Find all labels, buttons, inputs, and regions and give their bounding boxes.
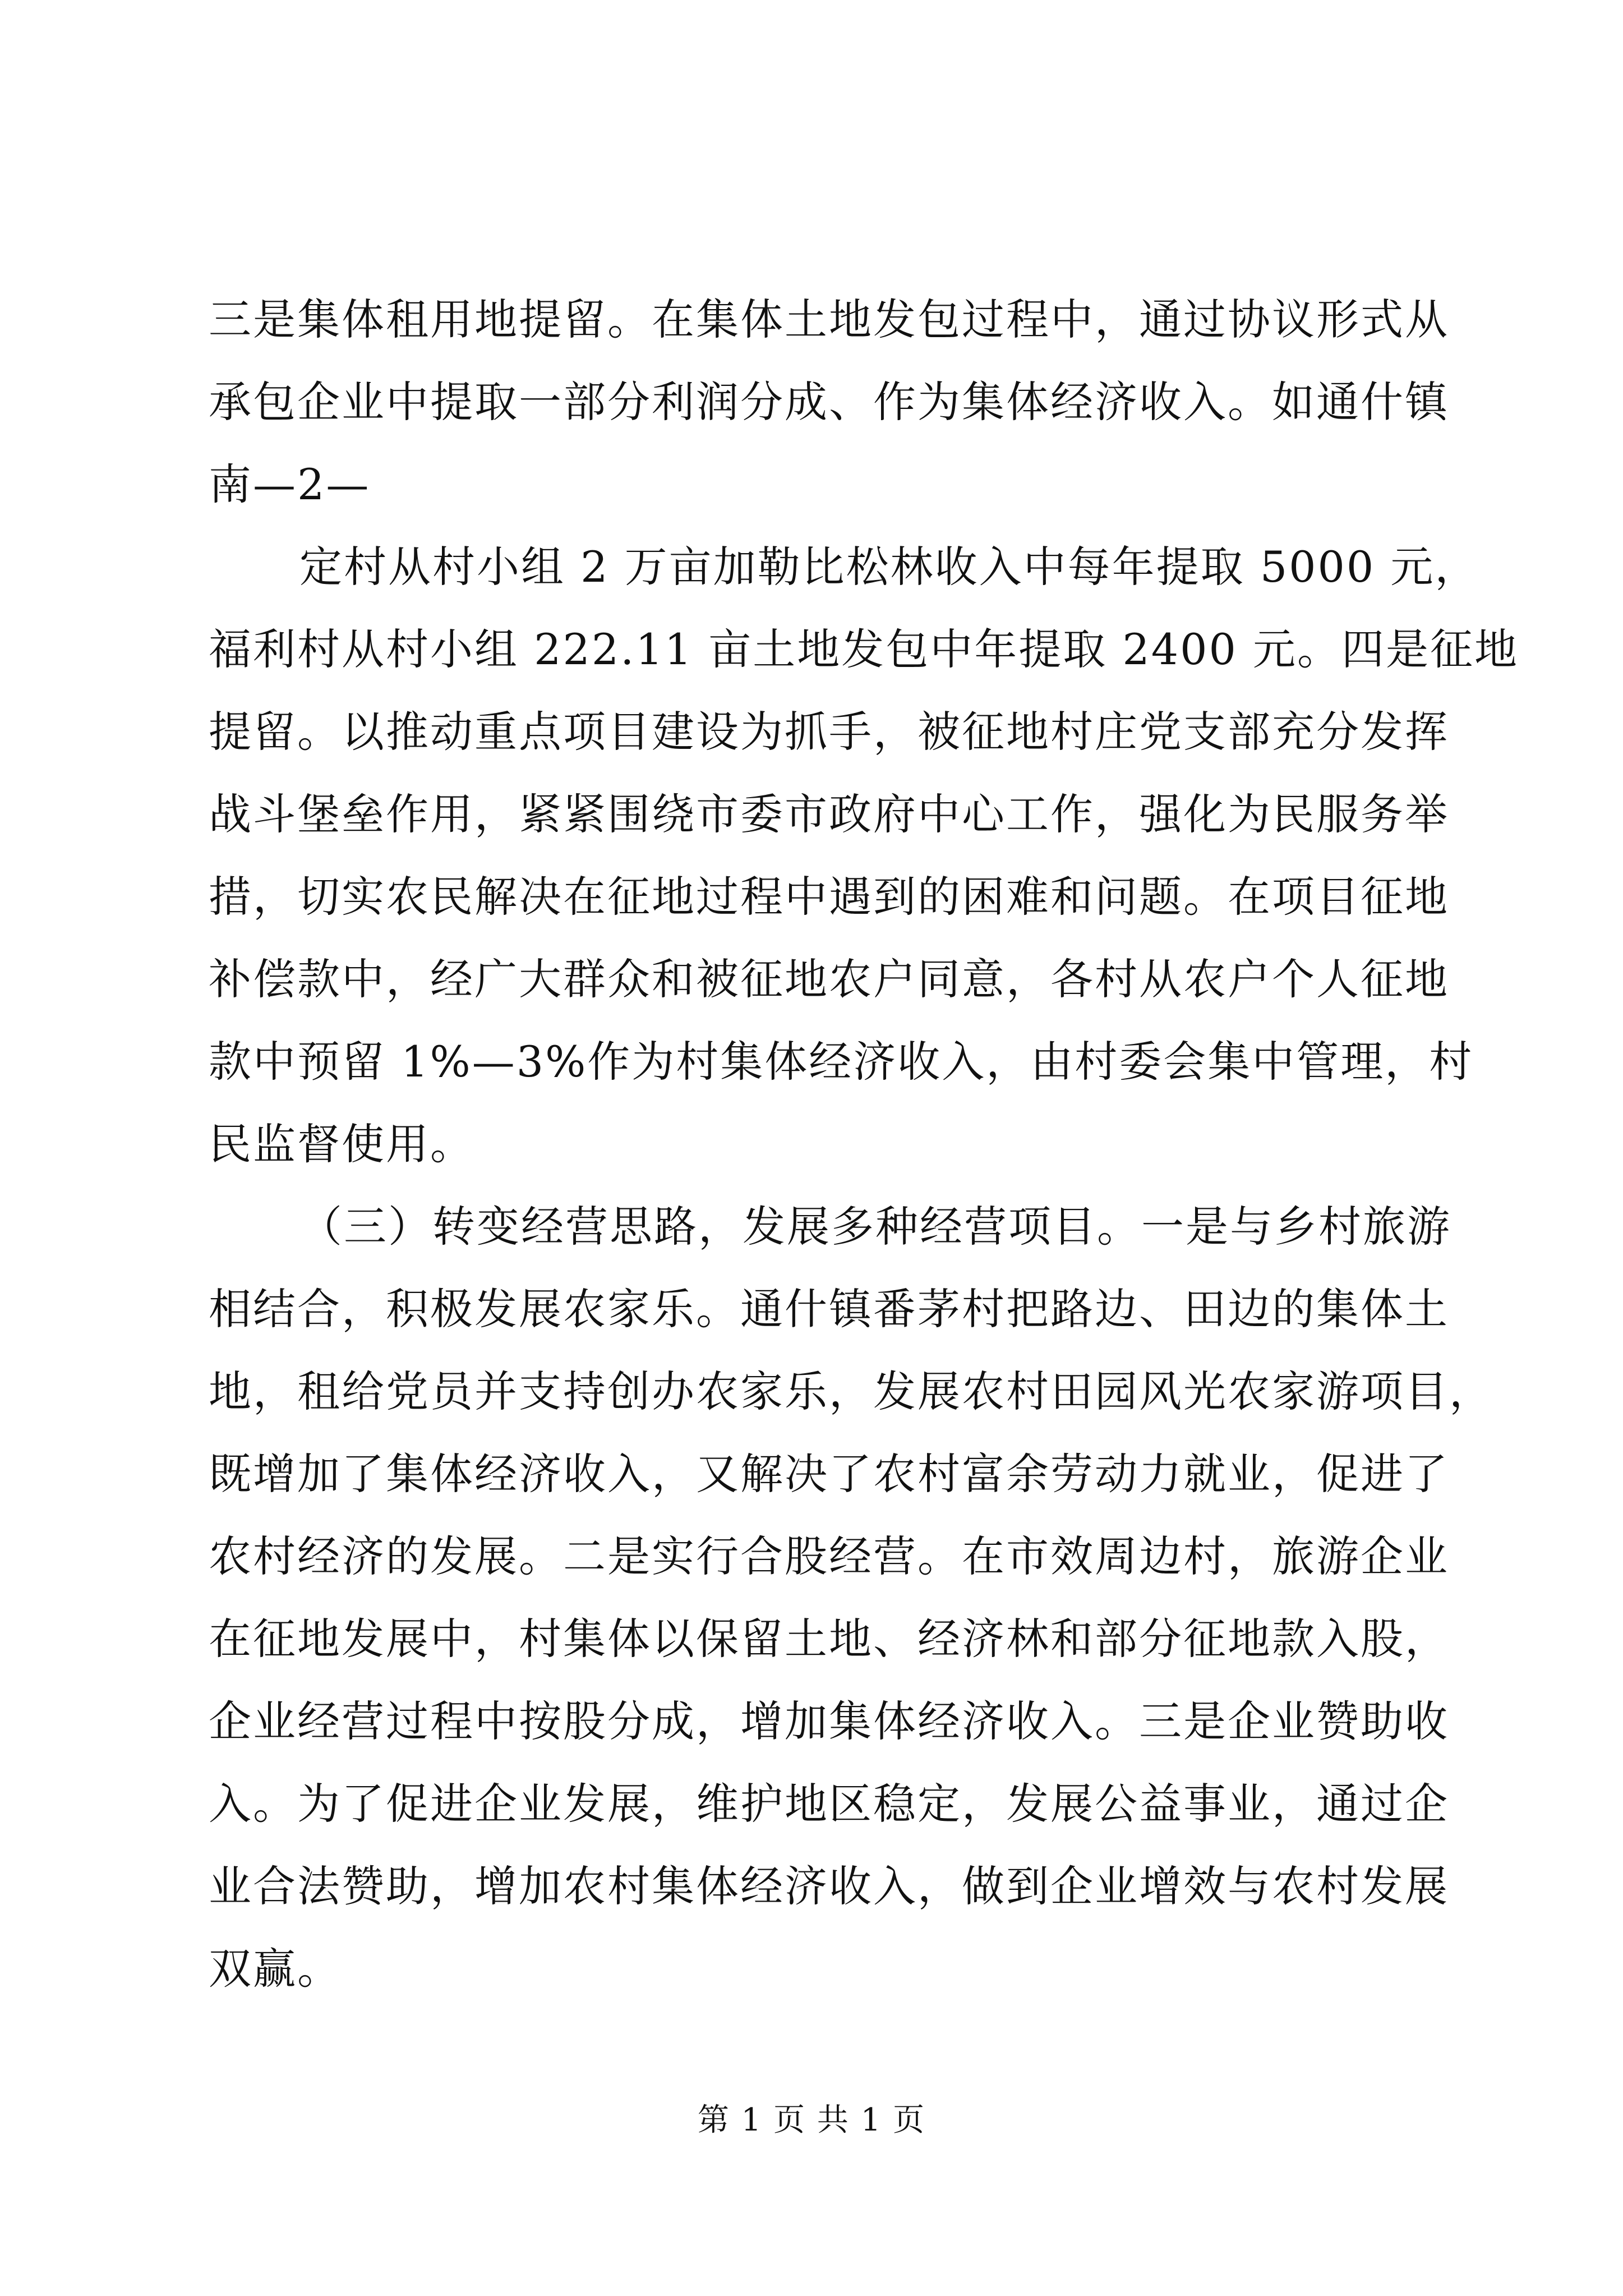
text-line-4: 定村从村小组 2 万亩加勒比松林收入中每年提取 5000 元， (299, 542, 1479, 592)
text-line-10: 款中预留 1%—3%作为村集体经济收入，由村委会集中管理，村 (209, 1037, 1474, 1087)
text-line-7: 战斗堡垒作用，紧紧围绕市委市政府中心工作，强化为民服务举 (209, 789, 1449, 839)
text-line-21: 双赢。 (209, 1944, 342, 1994)
text-line-14: 地，租给党员并支持创办农家乐，发展农村田园风光农家游项目， (209, 1366, 1493, 1416)
text-line-6: 提留。以推动重点项目建设为抓手，被征地村庄党支部充分发挥 (209, 707, 1449, 757)
text-line-17: 在征地发展中，村集体以保留土地、经济林和部分征地款入股， (209, 1614, 1449, 1664)
text-line-5: 福利村从村小组 222.11 亩土地发包中年提取 2400 元。四是征地 (209, 624, 1519, 674)
text-line-11: 民监督使用。 (209, 1119, 474, 1169)
body-text (209, 292, 1519, 2023)
text-line-20: 业合法赞助，增加农村集体经济收入，做到企业增效与农村发展 (209, 1861, 1449, 1911)
text-line-8: 措，切实农民解决在征地过程中遇到的困难和问题。在项目征地 (209, 872, 1449, 922)
text-line-12: （三）转变经营思路，发展多种经营项目。一是与乡村旅游 (299, 1202, 1451, 1251)
text-line-3: 南—2— (209, 459, 371, 509)
text-line-9: 补偿款中，经广大群众和被征地农户同意，各村从农户个人征地 (209, 954, 1449, 1004)
text-line-18: 企业经营过程中按股分成，增加集体经济收入。三是企业赞助收 (209, 1696, 1449, 1746)
text-line-15: 既增加了集体经济收入，又解决了农村富余劳动力就业，促进了 (209, 1449, 1449, 1499)
text-line-2: 承包企业中提取一部分利润分成、作为集体经济收入。如通什镇 (209, 377, 1449, 427)
page-number: 第 1 页 共 1 页 (697, 2102, 926, 2138)
text-line-1: 三是集体租用地提留。在集体土地发包过程中，通过协议形式从 (209, 295, 1449, 344)
text-line-16: 农村经济的发展。二是实行合股经营。在市效周边村，旅游企业 (209, 1531, 1449, 1581)
text-line-13: 相结合，积极发展农家乐。通什镇番茅村把路边、田边的集体土 (209, 1284, 1449, 1334)
text-line-19: 入。为了促进企业发展，维护地区稳定，发展公益事业，通过企 (209, 1779, 1449, 1829)
